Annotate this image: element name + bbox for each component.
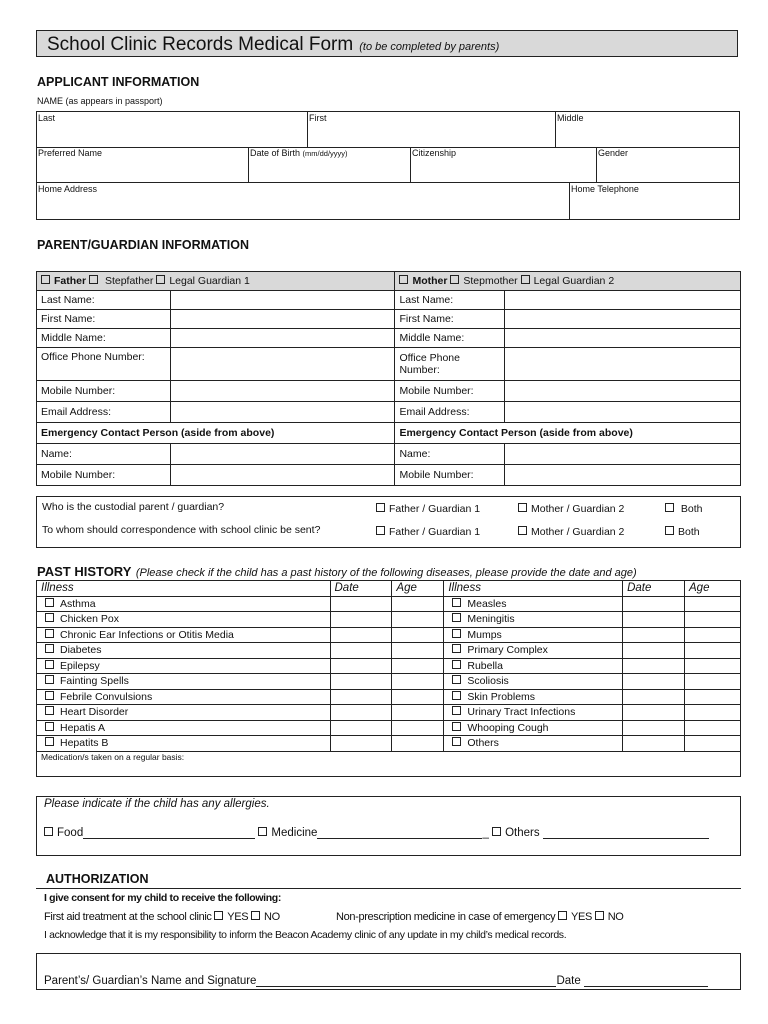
age-right-input[interactable]	[685, 612, 741, 628]
date-left-input[interactable]	[330, 736, 392, 752]
illness-right[interactable]	[444, 736, 623, 752]
illness-label: Whooping Cough	[467, 721, 549, 734]
illness-label: Others	[467, 737, 499, 750]
past-history-table	[36, 580, 741, 777]
father-checkbox[interactable]	[41, 275, 50, 284]
input-left-em-mobile[interactable]	[170, 465, 395, 486]
checkbox[interactable]	[518, 526, 527, 535]
input-right-first-name[interactable]	[505, 310, 741, 329]
input-right-em-mobile[interactable]	[505, 465, 741, 486]
history-row	[37, 674, 741, 690]
signature-label: Parent’s/ Guardian’s Name and Signature	[44, 975, 257, 987]
history-row	[37, 705, 741, 721]
date-input-line[interactable]	[584, 974, 708, 987]
illness-label: Hepatis A	[60, 721, 105, 734]
input-right-em-name[interactable]	[505, 444, 741, 465]
applicant-heading: APPLICANT INFORMATION	[37, 75, 200, 89]
age-left-input[interactable]	[392, 674, 444, 690]
correspondence-father-option[interactable]: Father / Guardian 1	[376, 526, 480, 538]
illness-label: Urinary Tract Infections	[467, 706, 576, 719]
acknowledge-text: I acknowledge that it is my responsibility to inform the Beacon Academy clinic of any update in my child’s medical records.	[44, 929, 567, 941]
date-right-input[interactable]	[623, 643, 685, 659]
checkbox[interactable]	[665, 526, 674, 535]
illness-right[interactable]	[444, 674, 623, 690]
age-left-input[interactable]	[392, 705, 444, 721]
history-row	[37, 658, 741, 674]
medicine-input-line[interactable]	[317, 826, 482, 839]
date-left-input[interactable]	[330, 658, 392, 674]
custody-father-option[interactable]: Father / Guardian 1	[376, 503, 480, 515]
food-input-line[interactable]	[83, 826, 255, 839]
date-right-input[interactable]	[623, 627, 685, 643]
history-row	[37, 627, 741, 643]
past-history-heading: PAST HISTORY (Please check if the child has a past history of the following diseases, please provide the date and age)	[37, 564, 637, 579]
illness-left[interactable]	[37, 612, 331, 628]
label-em-name: Name:	[37, 444, 171, 465]
history-row	[37, 643, 741, 659]
illness-label: Chronic Ear Infections or Otitis Media	[60, 628, 234, 641]
legal-guardian-1-checkbox[interactable]	[156, 275, 165, 284]
illness-right[interactable]	[444, 627, 623, 643]
illness-label: Hepatits B	[60, 737, 109, 750]
history-row	[37, 689, 741, 705]
illness-label: Measles	[467, 597, 507, 610]
col-illness-left: Illness	[37, 581, 331, 597]
col-age-left: Age	[392, 581, 444, 597]
age-left-input[interactable]	[392, 736, 444, 752]
home-telephone-field[interactable]: Home Telephone	[571, 184, 639, 194]
illness-checkbox[interactable]	[45, 706, 54, 715]
illness-left[interactable]	[37, 674, 331, 690]
gender-field[interactable]: Gender	[598, 148, 629, 158]
illness-label: Scoliosis	[467, 675, 509, 688]
date-right-input[interactable]	[623, 705, 685, 721]
illness-checkbox[interactable]	[452, 675, 461, 684]
date-left-input[interactable]	[330, 689, 392, 705]
food-label: Food	[57, 827, 84, 839]
medicine-label: Medicine	[271, 827, 318, 839]
illness-left[interactable]	[37, 658, 331, 674]
age-left-input[interactable]	[392, 627, 444, 643]
age-right-input[interactable]	[685, 674, 741, 690]
label-office-phone-right: Office Phone Number:	[395, 348, 505, 381]
date-left-input[interactable]	[330, 627, 392, 643]
label-em-mobile-right: Mobile Number:	[395, 465, 505, 486]
emergency-right-heading: Emergency Contact Person (aside from above)	[395, 423, 741, 444]
emergency-left-heading: Emergency Contact Person (aside from above)	[37, 423, 395, 444]
illness-right[interactable]	[444, 643, 623, 659]
label-last-name-right: Last Name:	[395, 291, 505, 310]
consent-text: I give consent for my child to receive the following:	[44, 892, 281, 904]
input-right-last-name[interactable]	[505, 291, 741, 310]
date-right-input[interactable]	[623, 674, 685, 690]
illness-left[interactable]	[37, 705, 331, 721]
input-right-middle-name[interactable]	[505, 329, 741, 348]
mother-checkbox[interactable]	[399, 275, 408, 284]
illness-checkbox[interactable]	[45, 644, 54, 653]
illness-right[interactable]	[444, 596, 623, 612]
input-left-em-name[interactable]	[170, 444, 395, 465]
illness-checkbox[interactable]	[452, 644, 461, 653]
illness-checkbox[interactable]	[45, 629, 54, 638]
illness-checkbox[interactable]	[45, 737, 54, 746]
parent-guardian-table	[36, 271, 741, 486]
date-right-input[interactable]	[623, 689, 685, 705]
custody-both-option[interactable]: Both	[665, 503, 703, 515]
col-date-right: Date	[623, 581, 685, 597]
label-middle-name: Middle Name:	[37, 329, 171, 348]
history-row	[37, 720, 741, 736]
allergies-options: Food Medicine _ Others	[44, 826, 709, 839]
illness-checkbox[interactable]	[452, 598, 461, 607]
date-left-input[interactable]	[330, 705, 392, 721]
illness-checkbox[interactable]	[452, 737, 461, 746]
date-right-input[interactable]	[623, 736, 685, 752]
custody-mother-option[interactable]: Mother / Guardian 2	[518, 503, 624, 515]
label-last-name: Last Name:	[37, 291, 171, 310]
age-right-input[interactable]	[685, 736, 741, 752]
illness-label: Febrile Convulsions	[60, 690, 153, 703]
illness-right[interactable]	[444, 658, 623, 674]
illness-right[interactable]	[444, 689, 623, 705]
last-name-field[interactable]: Last	[38, 113, 56, 123]
checkbox[interactable]	[376, 526, 385, 535]
history-row	[37, 612, 741, 628]
age-right-input[interactable]	[685, 705, 741, 721]
first-aid-line: First aid treatment at the school clinic YES NO	[44, 911, 280, 923]
others-label: Others	[505, 827, 540, 839]
date-right-input[interactable]	[623, 720, 685, 736]
illness-checkbox[interactable]	[45, 675, 54, 684]
checkbox[interactable]	[665, 503, 674, 512]
non-rx-yes-checkbox[interactable]	[558, 911, 567, 920]
illness-checkbox[interactable]	[452, 691, 461, 700]
non-rx-no-checkbox[interactable]	[595, 911, 604, 920]
age-right-input[interactable]	[685, 658, 741, 674]
right-guardian-type[interactable]: Mother Stepmother Legal Guardian 2	[395, 272, 741, 291]
label-em-mobile: Mobile Number:	[37, 465, 171, 486]
age-left-input[interactable]	[392, 658, 444, 674]
age-right-input[interactable]	[685, 689, 741, 705]
correspondence-both-option[interactable]: Both	[665, 526, 700, 538]
date-left-input[interactable]	[330, 720, 392, 736]
first-name-field[interactable]: First	[309, 113, 327, 123]
form-title-bar	[36, 30, 738, 57]
illness-left[interactable]	[37, 627, 331, 643]
illness-checkbox[interactable]	[452, 629, 461, 638]
col-age-right: Age	[685, 581, 741, 597]
first-aid-yes-checkbox[interactable]	[214, 911, 223, 920]
date-left-input[interactable]	[330, 596, 392, 612]
illness-right[interactable]	[444, 705, 623, 721]
label-first-name-right: First Name:	[395, 310, 505, 329]
illness-checkbox[interactable]	[45, 660, 54, 669]
illness-label: Epilepsy	[60, 659, 100, 672]
input-left-middle-name[interactable]	[170, 329, 395, 348]
checkbox[interactable]	[376, 503, 385, 512]
stepmother-checkbox[interactable]	[450, 275, 459, 284]
illness-label: Diabetes	[60, 644, 102, 657]
age-left-input[interactable]	[392, 596, 444, 612]
age-left-input[interactable]	[392, 689, 444, 705]
label-mobile-right: Mobile Number:	[395, 381, 505, 402]
input-left-email[interactable]	[170, 402, 395, 423]
date-label: Date	[556, 975, 581, 987]
dob-field[interactable]: Date of Birth (mm/dd/yyyy)	[250, 148, 348, 158]
illness-label: Meningitis	[467, 613, 515, 626]
illness-left[interactable]	[37, 643, 331, 659]
input-left-last-name[interactable]	[170, 291, 395, 310]
form-title: School Clinic Records Medical Form (to be completed by parents)	[47, 34, 500, 55]
input-right-email[interactable]	[505, 402, 741, 423]
correspondence-question: To whom should correspondence with school clinic be sent?	[42, 524, 321, 536]
custody-question: Who is the custodial parent / guardian?	[42, 501, 225, 513]
illness-checkbox[interactable]	[45, 613, 54, 622]
stepfather-checkbox[interactable]	[89, 275, 98, 284]
authorization-heading: AUTHORIZATION	[46, 872, 149, 886]
history-row	[37, 736, 741, 752]
age-right-input[interactable]	[685, 596, 741, 612]
input-left-office-phone[interactable]	[170, 348, 395, 381]
illness-label: Skin Problems	[467, 690, 536, 703]
left-guardian-type[interactable]: Father Stepfather Legal Guardian 1	[37, 272, 395, 291]
illness-checkbox[interactable]	[45, 722, 54, 731]
age-left-input[interactable]	[392, 720, 444, 736]
input-right-mobile[interactable]	[505, 381, 741, 402]
allergies-prompt: Please indicate if the child has any allergies.	[44, 798, 270, 810]
illness-left[interactable]	[37, 720, 331, 736]
input-left-first-name[interactable]	[170, 310, 395, 329]
home-address-field[interactable]: Home Address	[38, 184, 98, 194]
first-aid-no-checkbox[interactable]	[251, 911, 260, 920]
illness-checkbox[interactable]	[45, 691, 54, 700]
non-rx-line: Non-prescription medicine in case of emergency YES NO	[336, 911, 624, 923]
parent-heading: PARENT/GUARDIAN INFORMATION	[37, 238, 250, 252]
date-right-input[interactable]	[623, 658, 685, 674]
date-right-input[interactable]	[623, 596, 685, 612]
label-em-name-right: Name:	[395, 444, 505, 465]
illness-left[interactable]	[37, 596, 331, 612]
illness-checkbox[interactable]	[452, 613, 461, 622]
illness-label: Chicken Pox	[60, 613, 119, 626]
applicant-grid	[36, 111, 740, 220]
legal-guardian-2-checkbox[interactable]	[521, 275, 530, 284]
illness-checkbox[interactable]	[452, 722, 461, 731]
illness-checkbox[interactable]	[45, 598, 54, 607]
citizenship-field[interactable]: Citizenship	[412, 148, 457, 158]
signature-line	[44, 974, 708, 987]
illness-label: Fainting Spells	[60, 675, 129, 688]
input-left-mobile[interactable]	[170, 381, 395, 402]
food-checkbox[interactable]	[44, 827, 53, 836]
illness-label: Asthma	[60, 597, 96, 610]
age-right-input[interactable]	[685, 720, 741, 736]
col-date-left: Date	[330, 581, 392, 597]
middle-name-field[interactable]: Middle	[557, 113, 584, 123]
date-left-input[interactable]	[330, 674, 392, 690]
medication-field[interactable]: Medication/s taken on a regular basis:	[37, 751, 741, 776]
illness-label: Heart Disorder	[60, 706, 129, 719]
signature-input-line[interactable]	[256, 974, 556, 987]
col-illness-right: Illness	[444, 581, 623, 597]
illness-right[interactable]	[444, 612, 623, 628]
others-input-line[interactable]	[543, 826, 709, 839]
age-left-input[interactable]	[392, 643, 444, 659]
illness-checkbox[interactable]	[452, 660, 461, 669]
form-subtitle: (to be completed by parents)	[359, 41, 500, 53]
label-first-name: First Name:	[37, 310, 171, 329]
correspondence-mother-option[interactable]: Mother / Guardian 2	[518, 526, 624, 538]
name-note: NAME (as appears in passport)	[37, 96, 163, 106]
illness-right[interactable]	[444, 720, 623, 736]
age-left-input[interactable]	[392, 612, 444, 628]
illness-label: Rubella	[467, 659, 503, 672]
date-right-input[interactable]	[623, 612, 685, 628]
label-office-phone: Office Phone Number:	[37, 348, 171, 381]
age-right-input[interactable]	[685, 643, 741, 659]
label-mobile: Mobile Number:	[37, 381, 171, 402]
medicine-checkbox[interactable]	[258, 827, 267, 836]
input-right-office-phone[interactable]	[505, 348, 741, 381]
checkbox[interactable]	[518, 503, 527, 512]
history-row	[37, 596, 741, 612]
preferred-name-field[interactable]: Preferred Name	[38, 148, 103, 158]
illness-label: Primary Complex	[467, 644, 548, 657]
illness-label: Mumps	[467, 628, 502, 641]
date-left-input[interactable]	[330, 612, 392, 628]
illness-left[interactable]	[37, 689, 331, 705]
others-checkbox[interactable]	[492, 827, 501, 836]
label-email-right: Email Address:	[395, 402, 505, 423]
age-right-input[interactable]	[685, 627, 741, 643]
label-email: Email Address:	[37, 402, 171, 423]
illness-checkbox[interactable]	[452, 706, 461, 715]
illness-left[interactable]	[37, 736, 331, 752]
label-middle-name-right: Middle Name:	[395, 329, 505, 348]
date-left-input[interactable]	[330, 643, 392, 659]
